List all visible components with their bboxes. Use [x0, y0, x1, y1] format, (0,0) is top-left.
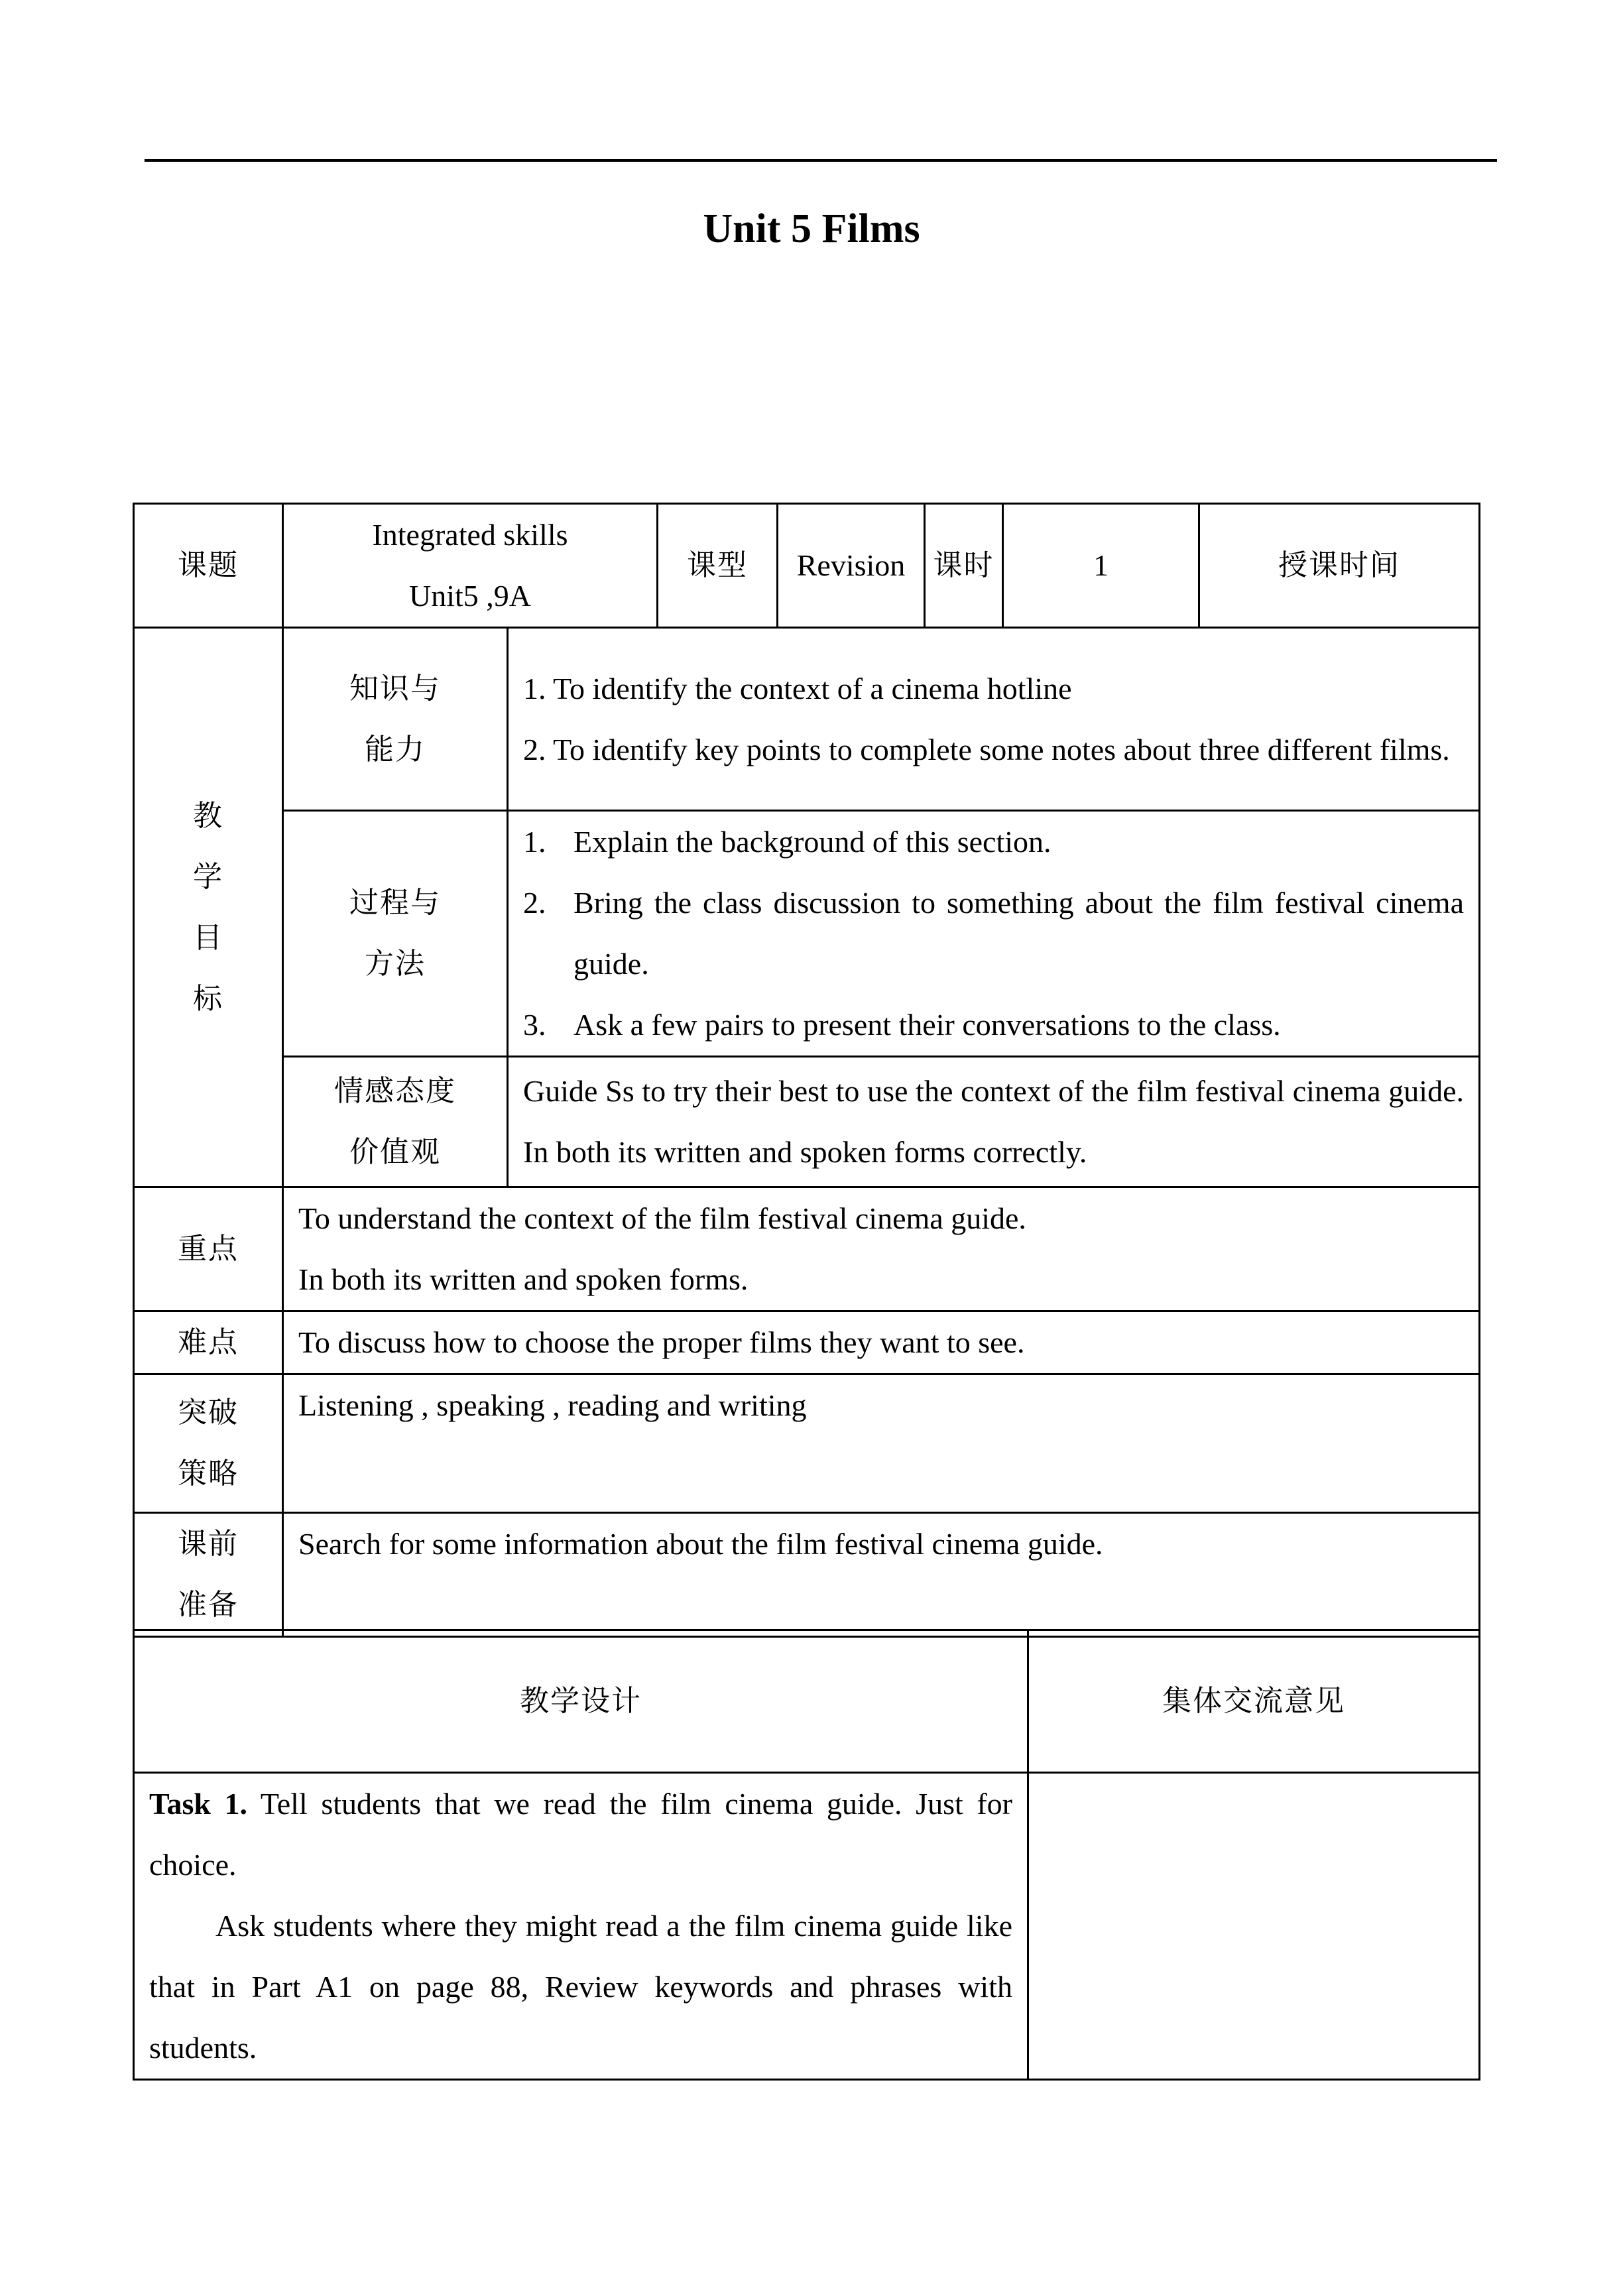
- process-item: [523, 873, 1464, 995]
- knowledge-row: [134, 628, 1480, 811]
- page-title: Unit 5 Films: [703, 206, 920, 251]
- preparation-row: [134, 1513, 1480, 1637]
- task1-text: Tell students that we read the film cinema guide. Just for choice.: [149, 1787, 1013, 1882]
- process-item-num: 3.: [523, 1008, 546, 1042]
- difficulties-row: [134, 1311, 1480, 1374]
- strategy-content: Listening , speaking , reading and writing: [283, 1374, 1480, 1513]
- process-label-line1: 过程与: [349, 886, 441, 920]
- strategy-row: [134, 1374, 1480, 1513]
- process-label: [283, 811, 508, 1057]
- task1-paragraph: [149, 1774, 1012, 1896]
- comments-cell: [1028, 1773, 1480, 2080]
- difficulties-content: To discuss how to choose the proper films they want to see.: [283, 1311, 1480, 1374]
- key-points-row: [134, 1187, 1480, 1311]
- topic-label: 课题: [134, 504, 283, 628]
- process-item-text: Bring the class discussion to something about the film festival cinema guide.: [573, 886, 1464, 981]
- topic-value: [283, 504, 658, 628]
- process-label-line2: 方法: [365, 947, 426, 981]
- type-label: 课型: [658, 504, 778, 628]
- objectives-label: [134, 628, 283, 1187]
- task1-label: Task 1.: [149, 1787, 248, 1821]
- preparation-label: [134, 1513, 283, 1637]
- difficulties-label: 难点: [134, 1311, 283, 1374]
- time-label: 授课时间: [1199, 504, 1480, 628]
- process-item-num: 1.: [523, 825, 546, 859]
- period-value: 1: [1003, 504, 1199, 628]
- attitude-label: [283, 1057, 508, 1187]
- design-header: 教学设计: [134, 1630, 1028, 1773]
- teaching-design-table: [133, 1629, 1480, 2081]
- attitude-row: [134, 1057, 1480, 1187]
- knowledge-item: 2. To identify key points to complete some notes about three different films.: [523, 732, 1450, 766]
- type-value: Revision: [778, 504, 925, 628]
- design-header-row: [134, 1630, 1480, 1773]
- period-label: 课时: [925, 504, 1003, 628]
- process-item-num: 2.: [523, 886, 546, 920]
- objectives-char: 学: [193, 859, 223, 894]
- knowledge-label-line1: 知识与: [349, 671, 441, 705]
- task1-paragraph2: Ask students where they might read a the film cinema guide like that in Part A1 on page 88, Review keywords and phrases with students.: [149, 1909, 1012, 2065]
- process-row: [134, 811, 1480, 1057]
- lesson-plan-table: [133, 503, 1480, 1638]
- task1-cell: [134, 1773, 1028, 2080]
- knowledge-item: 1. To identify the context of a cinema hotline: [523, 671, 1072, 705]
- preparation-label-line2: 准备: [178, 1588, 239, 1622]
- key-points-label: 重点: [134, 1187, 283, 1311]
- topic-value-line2: Unit5 ,9A: [409, 579, 531, 613]
- preparation-content: Search for some information about the film festival cinema guide.: [283, 1513, 1480, 1637]
- attitude-label-line2: 价值观: [349, 1135, 441, 1169]
- knowledge-label-line2: 能力: [365, 732, 426, 766]
- objectives-char: 标: [193, 981, 223, 1016]
- info-row: [134, 504, 1480, 628]
- knowledge-label: [283, 628, 508, 811]
- process-item-text: Ask a few pairs to present their conversations to the class.: [573, 1008, 1281, 1042]
- strategy-label-line1: 突破: [178, 1396, 239, 1429]
- process-item: [523, 812, 1464, 873]
- strategy-label-line2: 策略: [178, 1457, 239, 1490]
- preparation-label-line1: 课前: [178, 1527, 239, 1561]
- process-item-text: Explain the background of this section.: [573, 825, 1052, 859]
- comments-header: 集体交流意见: [1028, 1630, 1480, 1773]
- attitude-label-line1: 情感态度: [334, 1074, 456, 1108]
- header-rule: [145, 159, 1497, 162]
- attitude-content: Guide Ss to try their best to use the context of the film festival cinema guide. In both its written and spoken forms correctly.: [508, 1057, 1480, 1187]
- key-points-content: [283, 1187, 1480, 1311]
- key-points-line: To understand the context of the film festival cinema guide.: [298, 1201, 1026, 1235]
- task1-row: [134, 1773, 1480, 2080]
- process-content: [508, 811, 1480, 1057]
- topic-value-line1: Integrated skills: [372, 518, 568, 552]
- strategy-label: [134, 1374, 283, 1513]
- knowledge-content: [508, 628, 1480, 811]
- objectives-char: 教: [193, 798, 223, 833]
- process-item: [523, 995, 1464, 1056]
- objectives-char: 目: [193, 920, 223, 955]
- key-points-line: In both its written and spoken forms.: [298, 1262, 749, 1296]
